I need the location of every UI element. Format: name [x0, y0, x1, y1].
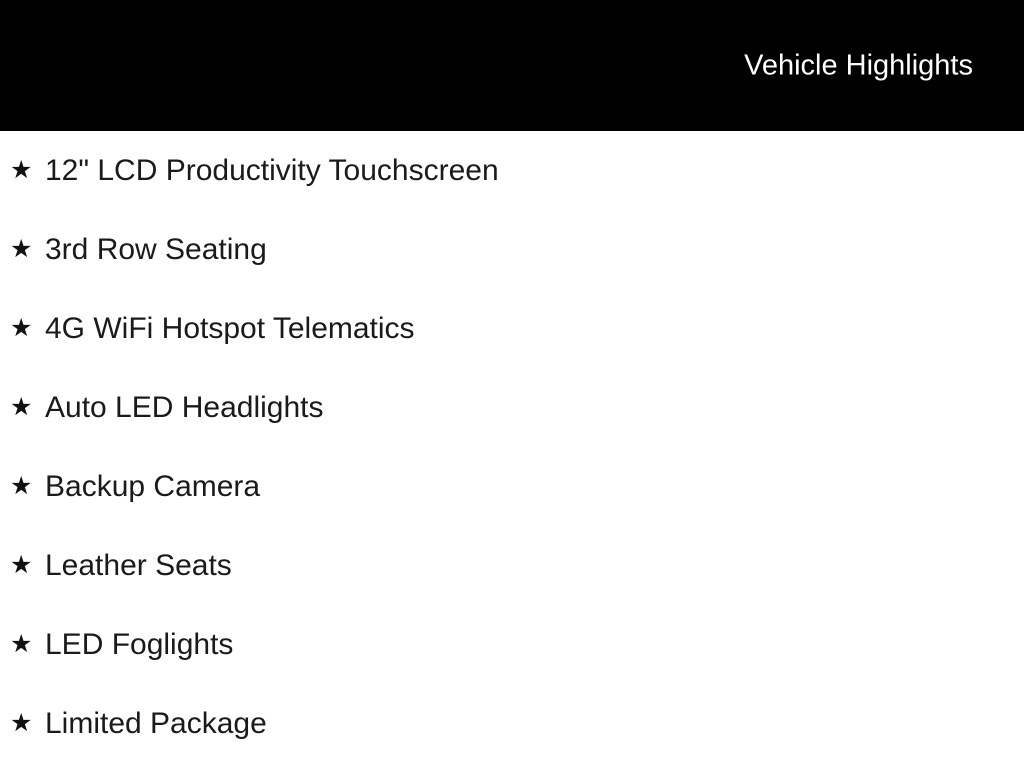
list-item: [0, 605, 1024, 684]
list-item: [0, 131, 1024, 210]
list-item: [0, 526, 1024, 605]
star-icon: ★: [10, 709, 33, 737]
star-icon: ★: [10, 630, 33, 658]
highlight-label: LED Foglights: [45, 627, 234, 661]
highlight-label: Auto LED Headlights: [45, 390, 324, 424]
star-icon: ★: [10, 551, 33, 579]
star-icon: ★: [10, 314, 33, 342]
highlight-label: Limited Package: [45, 706, 267, 740]
highlight-label: 3rd Row Seating: [45, 232, 267, 266]
list-item: [0, 368, 1024, 447]
highlight-label: 12" LCD Productivity Touchscreen: [45, 153, 499, 187]
star-icon: ★: [10, 393, 33, 421]
highlight-label: 4G WiFi Hotspot Telematics: [45, 311, 415, 345]
list-item: [0, 447, 1024, 526]
list-item: [0, 210, 1024, 289]
page-title: Vehicle Highlights: [744, 49, 973, 81]
highlight-list: [0, 131, 1024, 763]
list-item: [0, 289, 1024, 368]
highlight-label: Backup Camera: [45, 469, 261, 503]
star-icon: ★: [10, 156, 33, 184]
list-item: [0, 684, 1024, 763]
vehicle-highlights-header: [0, 0, 1024, 131]
highlight-label: Leather Seats: [45, 548, 232, 582]
star-icon: ★: [10, 235, 33, 263]
star-icon: ★: [10, 472, 33, 500]
